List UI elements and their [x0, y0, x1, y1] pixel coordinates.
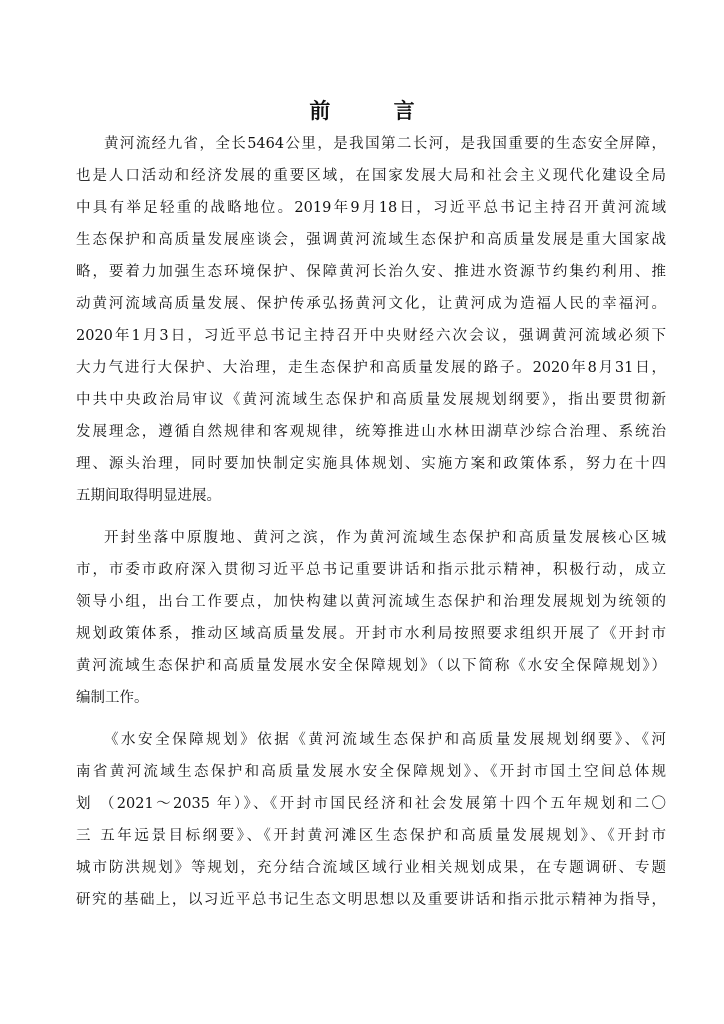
text-line: 五期间取得明显进展。 — [76, 488, 221, 504]
text-line: 2020年1月3日，习近平总书记主持召开中央财经六次会议，强调黄河流域必须下 — [76, 328, 666, 344]
text-line: 《水安全保障规划》依据《黄河流域生态保护和高质量发展规划纲要》、《河 — [104, 732, 666, 748]
text-line: 规划政策体系，推动区域高质量发展。开封市水利局按照要求组织开展了《开封市 — [76, 626, 666, 642]
text-line: 编制工作。 — [76, 690, 149, 706]
text-line: 理、源头治理，同时要加快制定实施具体规划、实施方案和政策体系，努力在十四 — [76, 456, 666, 472]
text-line: 划 （2021～2035 年）》、《开封市国民经济和社会发展第十四个五年规划和二〇 — [76, 796, 666, 812]
text-line: 黄河流经九省，全长5464公里，是我国第二长河，是我国重要的生态安全屏障， — [104, 136, 666, 152]
text-line: 也是人口活动和经济发展的重要区域，在国家发展大局和社会主义现代化建设全局 — [76, 168, 666, 184]
text-line: 中共中央政治局审议《黄河流域生态保护和高质量发展规划纲要》，指出要贯彻新 — [76, 392, 666, 408]
text-line: 城市防洪规划》等规划，充分结合流域区域行业相关规划成果，在专题调研、专题 — [76, 860, 666, 876]
text-line: 大力气进行大保护、大治理，走生态保护和高质量发展的路子。2020年8月31日， — [76, 360, 666, 376]
text-line: 领导小组，出台工作要点，加快构建以黄河流域生态保护和治理发展规划为统领的 — [76, 594, 666, 610]
text-line: 三 五年远景目标纲要》、《开封黄河滩区生态保护和高质量发展规划》、《开封市 — [76, 828, 666, 844]
text-line: 生态保护和高质量发展座谈会，强调黄河流域生态保护和高质量发展是重大国家战 — [76, 232, 666, 248]
text-line: 中具有举足轻重的战略地位。2019年9月18日，习近平总书记主持召开黄河流域 — [76, 200, 666, 216]
text-line: 南省黄河流域生态保护和高质量发展水安全保障规划》、《开封市国土空间总体规 — [76, 764, 666, 780]
text-line: 开封坐落中原腹地、黄河之滨，作为黄河流域生态保护和高质量发展核心区城 — [104, 530, 666, 546]
text-line: 动黄河流域高质量发展、保护传承弘扬黄河文化，让黄河成为造福人民的幸福河。 — [76, 296, 666, 312]
text-line: 发展理念，遵循自然规律和客观规律，统筹推进山水林田湖草沙综合治理、系统治 — [76, 424, 666, 440]
text-line: 黄河流域生态保护和高质量发展水安全保障规划》（以下简称《水安全保障规划》） — [76, 658, 666, 674]
text-line: 研究的基础上，以习近平总书记生态文明思想以及重要讲话和指示批示精神为指导， — [76, 892, 666, 908]
page-title: 前 言 — [309, 99, 443, 123]
text-line: 略，要着力加强生态环境保护、保障黄河长治久安、推进水资源节约集约利用、推 — [76, 264, 666, 280]
text-line: 市，市委市政府深入贯彻习近平总书记重要讲话和指示批示精神，积极行动，成立 — [76, 562, 666, 578]
